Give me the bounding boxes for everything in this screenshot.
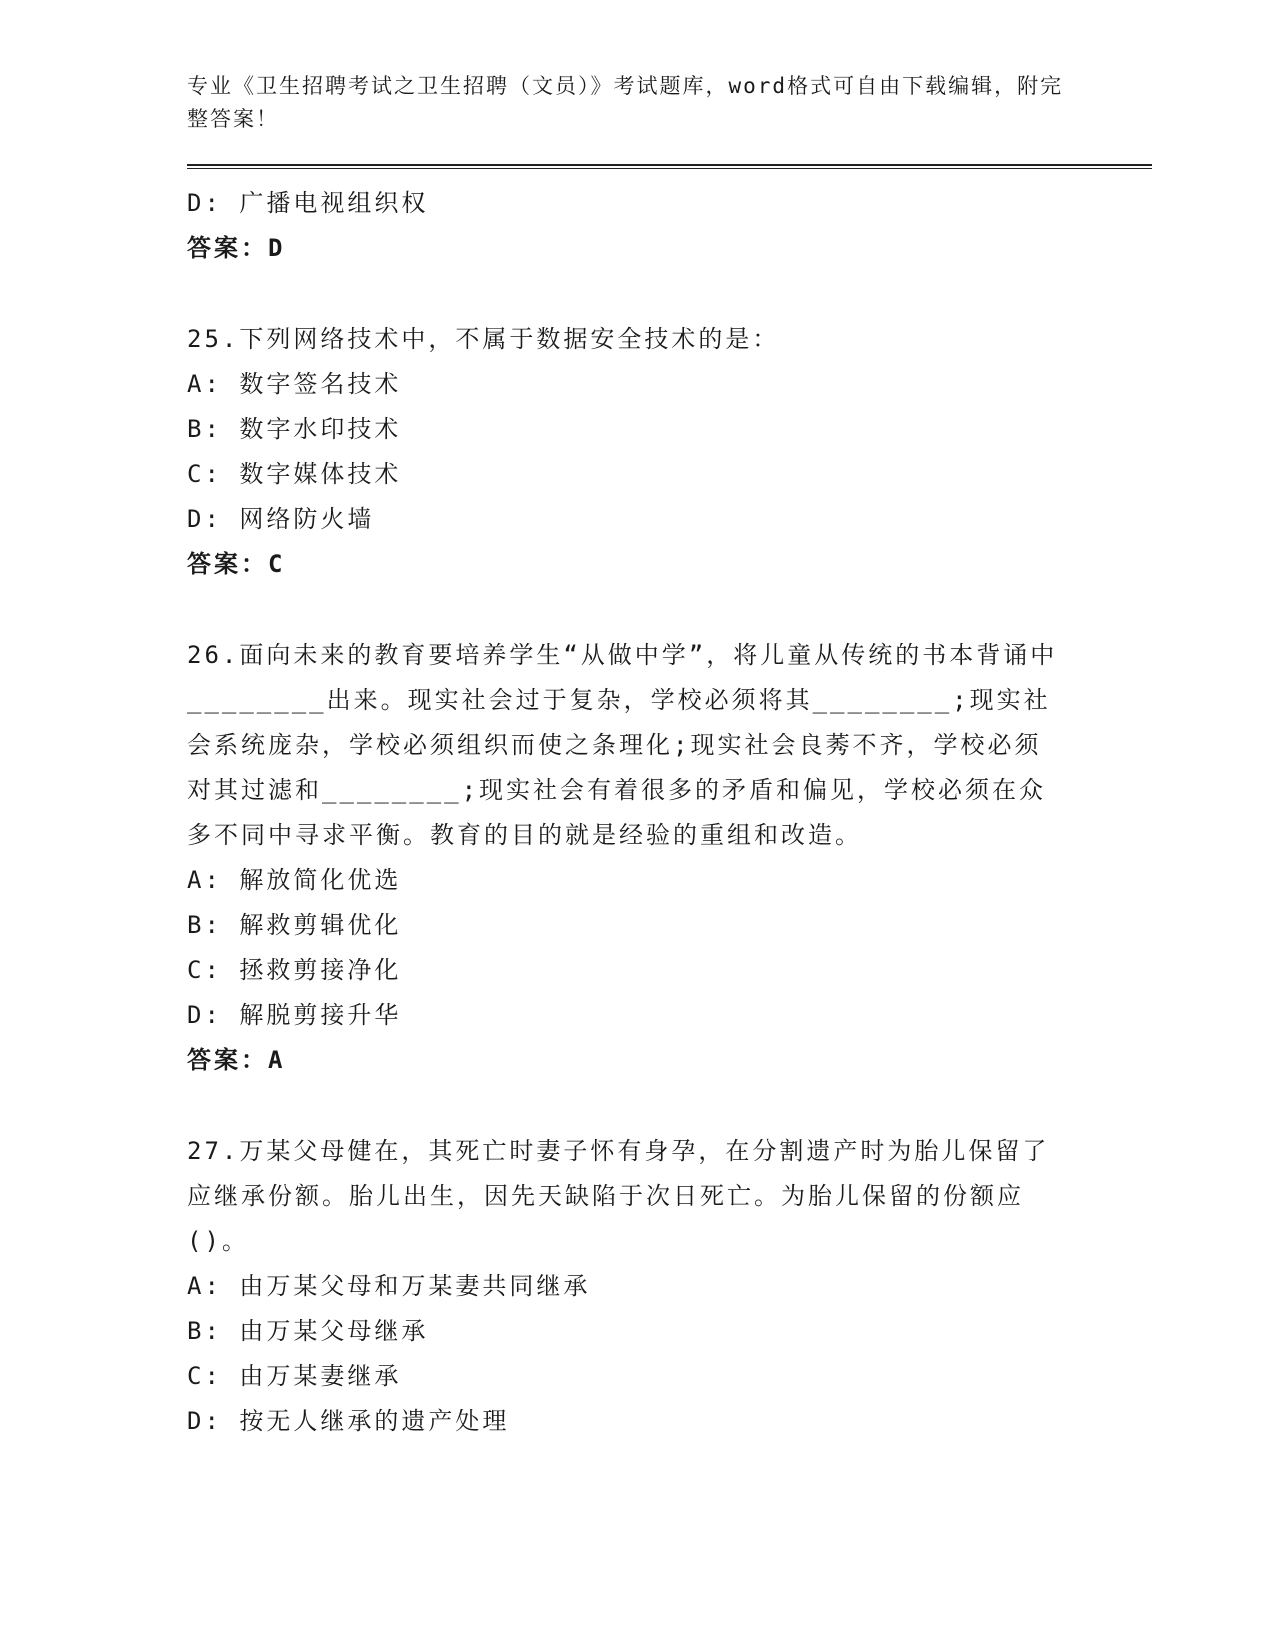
option-c: C: 拯救剪接净化 bbox=[187, 956, 402, 984]
question-25 bbox=[187, 317, 1152, 587]
question-26 bbox=[187, 633, 1152, 1083]
spacer bbox=[187, 271, 1152, 317]
option-d: D: 按无人继承的遗产处理 bbox=[187, 1407, 510, 1435]
document-header: 专业《卫生招聘考试之卫生招聘（文员）》考试题库，word格式可自由下载编辑，附完整答案！ bbox=[187, 74, 1064, 131]
option-b: B: 数字水印技术 bbox=[187, 415, 402, 443]
option-a: A: 数字签名技术 bbox=[187, 370, 402, 398]
question-stem: 26.面向未来的教育要培养学生“从做中学”，将儿童从传统的书本背诵中________出来。现实社会过于复杂，学校必须将其________;现实社会系统庞杂，学校必须组织而使之条理化;现实社会良莠不齐，学校必须对其过滤和________;现实社会有着很多的矛盾和偏见，学校必须在众多不同中寻求平衡。教育的目的就是经验的重组和改造。 bbox=[187, 641, 1058, 849]
document-page bbox=[187, 70, 1152, 1444]
option-d: D: 解脱剪接升华 bbox=[187, 1001, 402, 1029]
option-b: B: 由万某父母继承 bbox=[187, 1317, 429, 1345]
carryover-answer: 答案：D bbox=[187, 234, 286, 262]
carryover-option-d: D: 广播电视组织权 bbox=[187, 189, 429, 217]
question-answer: 答案：A bbox=[187, 1046, 286, 1074]
question-27 bbox=[187, 1129, 1152, 1444]
question-stem: 27.万某父母健在，其死亡时妻子怀有身孕，在分割遗产时为胎儿保留了应继承份额。胎儿出生，因先天缺陷于次日死亡。为胎儿保留的份额应()。 bbox=[187, 1137, 1050, 1255]
header-divider bbox=[187, 164, 1152, 169]
spacer bbox=[187, 1083, 1152, 1129]
option-d: D: 网络防火墙 bbox=[187, 505, 375, 533]
document-body bbox=[187, 181, 1152, 1444]
spacer bbox=[187, 587, 1152, 633]
option-c: C: 由万某妻继承 bbox=[187, 1362, 402, 1390]
option-a: A: 解放简化优选 bbox=[187, 866, 402, 894]
question-answer: 答案：C bbox=[187, 550, 286, 578]
question-stem: 25.下列网络技术中，不属于数据安全技术的是： bbox=[187, 325, 780, 353]
option-c: C: 数字媒体技术 bbox=[187, 460, 402, 488]
option-b: B: 解救剪辑优化 bbox=[187, 911, 402, 939]
option-a: A: 由万某父母和万某妻共同继承 bbox=[187, 1272, 591, 1300]
